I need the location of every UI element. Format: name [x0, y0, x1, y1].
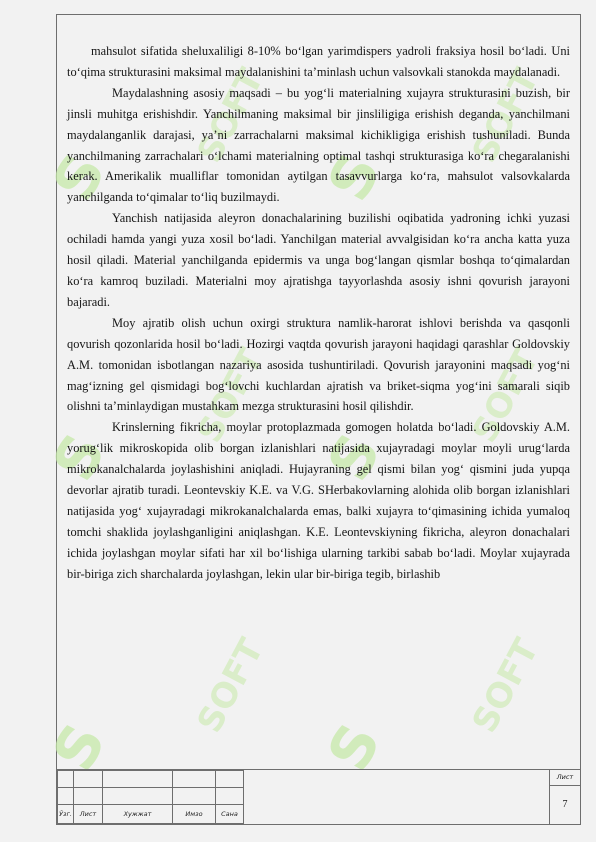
- paragraph: Krinslerning fikricha, moylar protoplazmada gomogen holatda bo‘ladi. Goldovskiy A.M. yorug‘lik mikroskopida olib borgan izlanishlari natijasida xujayradagi moylar moyli urug‘larda mikrokanalchalarda joylashishini aniqladi. Hujayraning gel qismi bilan yog‘ qismini juda yupqa devorlar ajratib turadi. Leontevskiy K.E. va V.G. SHerbakovlarning alohida olib borgan izlanishlari natijasida yog‘ xujayradagi mikrokanalchalarda emas, balki xujayra to‘qimasining ichida yumaloq tomchi shaklida joylashganligini aniqlashgan. K.E. Leontevskiyning fikricha, aleyron donachalari ichida joylashgan moylar sifati har xil bo‘lishiga ularning tarkibi sabab bo‘ladi. Moylar xujayrada bir-biriga zich sharchalarda joylashgan, lekin ular bir-biriga tegib, birlashib: [67, 420, 570, 581]
- paragraph: Yanchish natijasida aleyron donachalarining buzilishi oqibatida yadroning ichki yuzasi ochiladi hamda yangi yuza xosil bo‘ladi. Yanchilgan material avvalgisidan ko‘ra ancha katta yuza hosil qiladi. Material yanchilganda epidermis va unga bog‘langan qismlar boshqa to‘qimalardan ko‘ra kamroq buziladi. Materialni moy ajratishga tayyorlashda asosiy ishni qovurish jarayoni bajaradi.: [67, 211, 570, 309]
- stamp-label-date: Сана: [216, 804, 244, 823]
- watermark-mark: S: [314, 712, 394, 782]
- body-text: [67, 41, 570, 585]
- stamp-label-signature: Имзо: [173, 804, 216, 823]
- watermark-mark: SOFT: [464, 62, 547, 170]
- watermark-mark: S: [314, 142, 394, 212]
- paragraph: Maydalashning asosiy maqsadi – bu yog‘li materialning xujayra strukturasini buzish, bir jinsli muhitga erishishdir. Yanchilmaning maksimal bir jinsliligiga erishish deganda, yanchilmani maydalanganlik darajasi, ya’ni zarrachalarni maksimal kichikligiga erishish tushuniladi. Bunda yanchilmaning zarrachalari o‘lchami materialning optimal tashqi strukturasiga ko‘ra chegaralanishi kerak. Amerikalik mualliflar tomonidan aytilgan tasavvurlarga ko‘ra, mahsulot valsovkalarda yanchilganda to‘qimalar to‘liq buzilmaydi.: [67, 85, 570, 205]
- watermark-mark: SOFT: [189, 342, 272, 450]
- title-block-table: [57, 770, 244, 824]
- watermark-mark: S: [39, 422, 119, 492]
- watermark-mark: S: [39, 712, 119, 782]
- paragraph: Moy ajratib olish uchun oxirgi struktura namlik-harorat ishlovi berishda va qasqonli qovurish qozonlarida hosil bo‘ladi. Hozirgi vaqtda qovurish jarayoni haqidagi qarashlar Goldovskiy A.M. tomonidan isbotlangan nazariya asosida tushuntiriladi. Qovurish jarayonini maqsadi yog‘ni mag‘izning gel qismidagi bog‘lovchi kuchlardan ajratish va briket-siqma yog‘ini samarali siqib olishni ta’minlaydigan mustahkam mezga strukturasini hosil qilishdir.: [67, 315, 570, 414]
- page-frame: [39, 14, 581, 825]
- stamp-label-change: Ўзг.: [58, 804, 74, 823]
- watermark-mark: SOFT: [464, 342, 547, 450]
- watermark-mark: SOFT: [464, 632, 547, 740]
- watermark-mark: S: [314, 422, 394, 492]
- paragraph: mahsulot sifatida sheluxaliligi 8-10% bo‘lgan yarimdispers yadroli fraksiya hosil bo‘ladi. Uni to‘qima strukturasini maksimal maydalanishini ta’minlash uchun valsovkali stanokda maydalanadi.: [67, 44, 570, 79]
- sheet-box: [549, 770, 580, 824]
- title-block: [57, 769, 580, 824]
- sheet-label: Лист: [550, 770, 580, 786]
- watermark-mark: SOFT: [189, 62, 272, 170]
- page-number: 7: [562, 799, 568, 810]
- stamp-label-document: Хужжат: [103, 804, 173, 823]
- stamp-label-sheet: Лист: [74, 804, 103, 823]
- watermark-mark: S: [39, 142, 119, 212]
- watermark-mark: SOFT: [189, 632, 272, 740]
